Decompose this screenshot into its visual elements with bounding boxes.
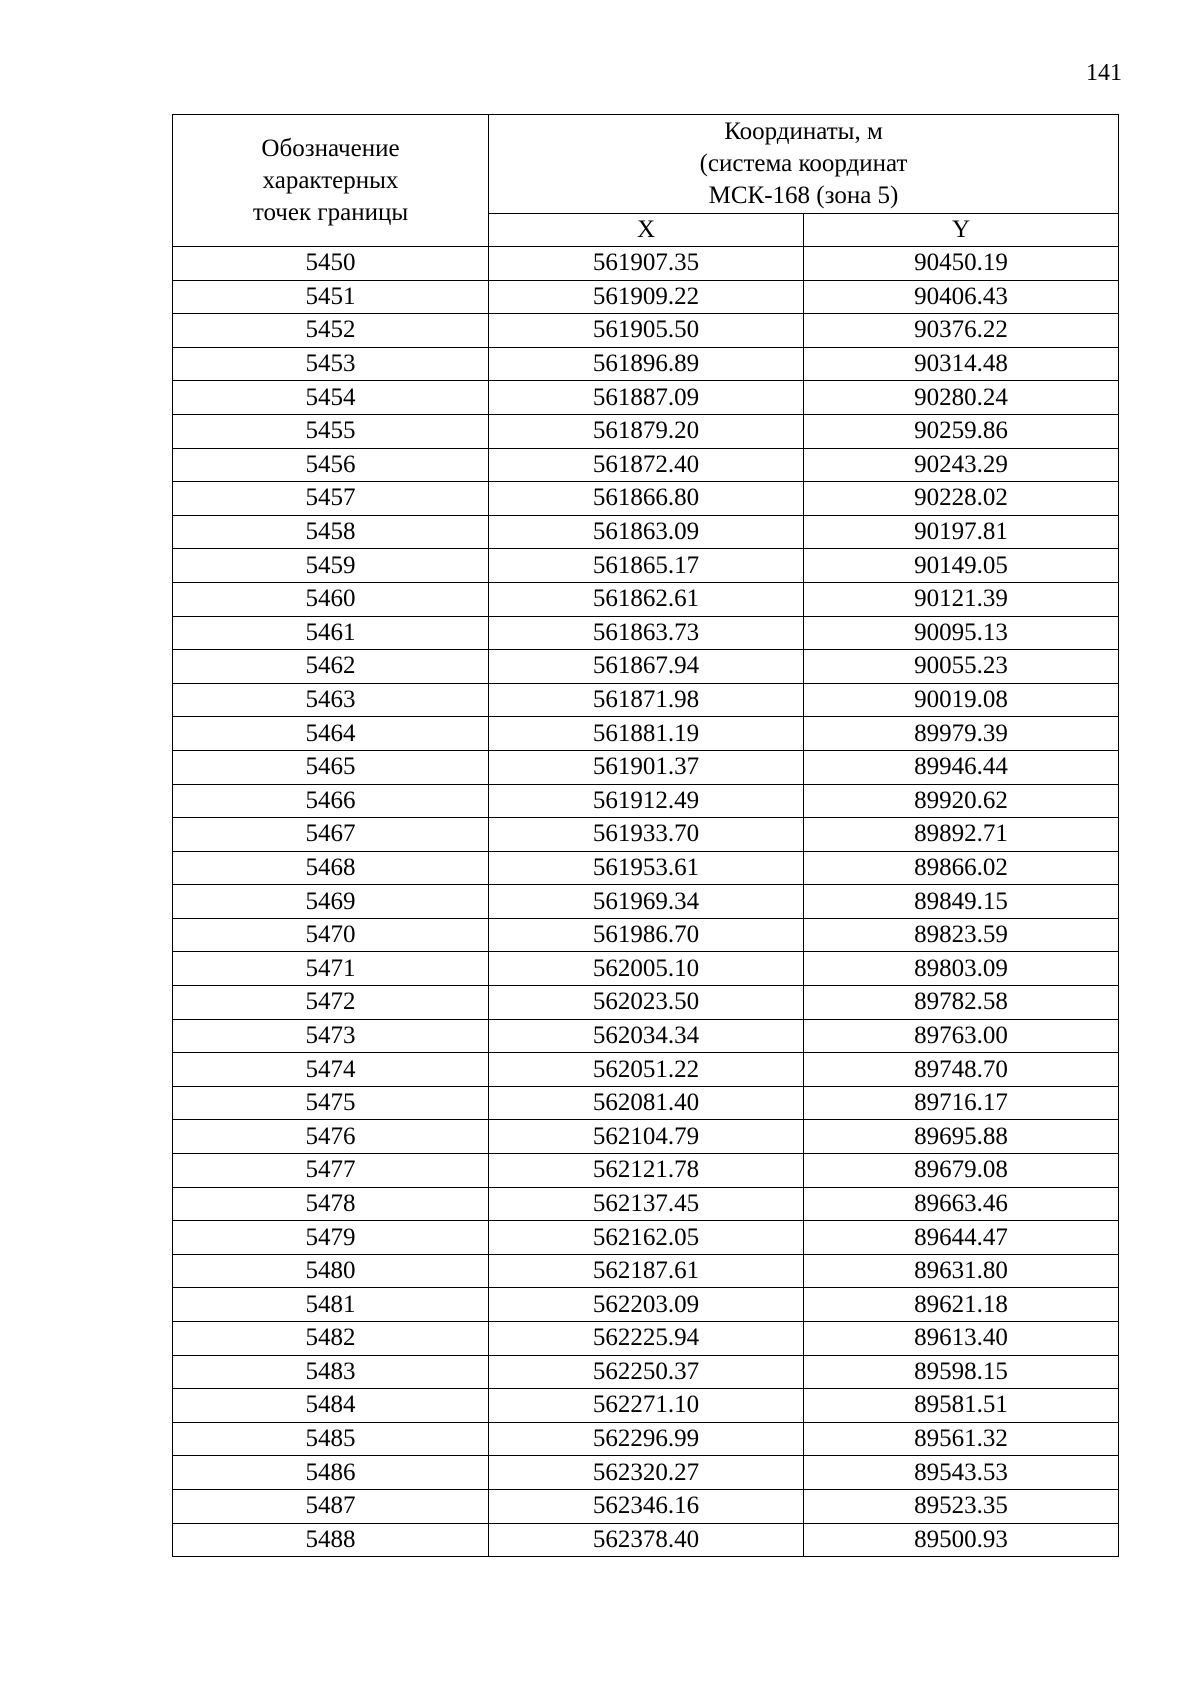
table-row <box>173 650 1119 684</box>
y-coordinate-cell: 90121.39 <box>804 582 1119 616</box>
table-row <box>173 952 1119 986</box>
point-id-cell: 5459 <box>173 549 489 583</box>
x-coordinate-cell: 561887.09 <box>489 381 804 415</box>
y-coordinate-cell: 89644.47 <box>804 1221 1119 1255</box>
table-row <box>173 1355 1119 1389</box>
x-coordinate-cell: 561879.20 <box>489 414 804 448</box>
y-coordinate-cell: 89782.58 <box>804 986 1119 1020</box>
y-coordinate-cell: 90228.02 <box>804 482 1119 516</box>
point-id-cell: 5465 <box>173 750 489 784</box>
table-row <box>173 1322 1119 1356</box>
table-row <box>173 885 1119 919</box>
table-row <box>173 549 1119 583</box>
x-coordinate-cell: 562034.34 <box>489 1019 804 1053</box>
x-coordinate-cell: 561909.22 <box>489 280 804 314</box>
x-coordinate-cell: 562346.16 <box>489 1489 804 1523</box>
x-coordinate-cell: 561863.09 <box>489 515 804 549</box>
x-coordinate-cell: 562104.79 <box>489 1120 804 1154</box>
x-coordinate-cell: 562203.09 <box>489 1288 804 1322</box>
table-row <box>173 1187 1119 1221</box>
point-id-cell: 5473 <box>173 1019 489 1053</box>
point-id-cell: 5471 <box>173 952 489 986</box>
y-coordinate-cell: 89663.46 <box>804 1187 1119 1221</box>
y-coordinate-cell: 90280.24 <box>804 381 1119 415</box>
point-id-cell: 5475 <box>173 1086 489 1120</box>
point-id-cell: 5487 <box>173 1489 489 1523</box>
x-coordinate-cell: 562271.10 <box>489 1389 804 1423</box>
x-column-header: X <box>489 214 804 247</box>
table-row <box>173 1288 1119 1322</box>
point-id-cell: 5470 <box>173 918 489 952</box>
y-coordinate-cell: 89631.80 <box>804 1254 1119 1288</box>
x-coordinate-cell: 561953.61 <box>489 851 804 885</box>
y-coordinate-cell: 90243.29 <box>804 448 1119 482</box>
table-row <box>173 616 1119 650</box>
table-row <box>173 515 1119 549</box>
table-row <box>173 414 1119 448</box>
y-coordinate-cell: 90376.22 <box>804 314 1119 348</box>
y-coordinate-cell: 89561.32 <box>804 1422 1119 1456</box>
point-id-cell: 5458 <box>173 515 489 549</box>
x-coordinate-cell: 561866.80 <box>489 482 804 516</box>
x-coordinate-cell: 562051.22 <box>489 1053 804 1087</box>
y-coordinate-cell: 89803.09 <box>804 952 1119 986</box>
table-row <box>173 314 1119 348</box>
point-id-cell: 5452 <box>173 314 489 348</box>
x-coordinate-cell: 561901.37 <box>489 750 804 784</box>
y-coordinate-cell: 89500.93 <box>804 1523 1119 1557</box>
table-row <box>173 247 1119 281</box>
point-id-cell: 5481 <box>173 1288 489 1322</box>
point-designation-header-line-2: характерных <box>262 166 399 194</box>
x-coordinate-cell: 562296.99 <box>489 1422 804 1456</box>
x-coordinate-cell: 561912.49 <box>489 784 804 818</box>
point-designation-header-line-1: Обозначение <box>261 134 400 162</box>
y-coordinate-cell: 89621.18 <box>804 1288 1119 1322</box>
table-row <box>173 1389 1119 1423</box>
point-id-cell: 5466 <box>173 784 489 818</box>
table-row <box>173 482 1119 516</box>
table-row <box>173 347 1119 381</box>
y-coordinate-cell: 89695.88 <box>804 1120 1119 1154</box>
y-coordinate-cell: 89763.00 <box>804 1019 1119 1053</box>
point-id-cell: 5457 <box>173 482 489 516</box>
x-coordinate-cell: 561969.34 <box>489 885 804 919</box>
y-coordinate-cell: 89920.62 <box>804 784 1119 818</box>
y-coordinate-cell: 90149.05 <box>804 549 1119 583</box>
x-coordinate-cell: 562137.45 <box>489 1187 804 1221</box>
table-row <box>173 381 1119 415</box>
y-coordinate-cell: 89679.08 <box>804 1154 1119 1188</box>
table-row <box>173 448 1119 482</box>
x-coordinate-cell: 561905.50 <box>489 314 804 348</box>
x-coordinate-cell: 562005.10 <box>489 952 804 986</box>
x-coordinate-cell: 561933.70 <box>489 818 804 852</box>
point-id-cell: 5461 <box>173 616 489 650</box>
y-coordinate-cell: 90019.08 <box>804 683 1119 717</box>
point-id-cell: 5467 <box>173 818 489 852</box>
table-row <box>173 851 1119 885</box>
point-id-cell: 5450 <box>173 247 489 281</box>
table-row <box>173 750 1119 784</box>
x-coordinate-cell: 561881.19 <box>489 717 804 751</box>
x-coordinate-cell: 562320.27 <box>489 1456 804 1490</box>
y-coordinate-cell: 89716.17 <box>804 1086 1119 1120</box>
table-row <box>173 1221 1119 1255</box>
x-coordinate-cell: 562162.05 <box>489 1221 804 1255</box>
y-coordinate-cell: 89849.15 <box>804 885 1119 919</box>
x-coordinate-cell: 562121.78 <box>489 1154 804 1188</box>
point-designation-header-line-3: точек границы <box>252 198 409 226</box>
table-row <box>173 1120 1119 1154</box>
point-id-cell: 5484 <box>173 1389 489 1423</box>
point-id-cell: 5463 <box>173 683 489 717</box>
y-coordinate-cell: 90197.81 <box>804 515 1119 549</box>
point-id-cell: 5477 <box>173 1154 489 1188</box>
table-row <box>173 918 1119 952</box>
point-id-cell: 5486 <box>173 1456 489 1490</box>
x-coordinate-cell: 561862.61 <box>489 582 804 616</box>
x-coordinate-cell: 562225.94 <box>489 1322 804 1356</box>
point-designation-header <box>173 115 489 247</box>
x-coordinate-cell: 562378.40 <box>489 1523 804 1557</box>
table-row <box>173 280 1119 314</box>
point-id-cell: 5451 <box>173 280 489 314</box>
y-coordinate-cell: 90450.19 <box>804 247 1119 281</box>
x-coordinate-cell: 562250.37 <box>489 1355 804 1389</box>
coordinates-header-line-1: Координаты, м <box>724 118 883 145</box>
table-row <box>173 582 1119 616</box>
point-id-cell: 5488 <box>173 1523 489 1557</box>
table-row <box>173 1086 1119 1120</box>
y-coordinate-cell: 89543.53 <box>804 1456 1119 1490</box>
point-id-cell: 5476 <box>173 1120 489 1154</box>
x-coordinate-cell: 561863.73 <box>489 616 804 650</box>
y-column-header: Y <box>804 214 1119 247</box>
point-id-cell: 5474 <box>173 1053 489 1087</box>
y-coordinate-cell: 89892.71 <box>804 818 1119 852</box>
table-row <box>173 1154 1119 1188</box>
table-row <box>173 717 1119 751</box>
table-row <box>173 1422 1119 1456</box>
table-row <box>173 1254 1119 1288</box>
x-coordinate-cell: 562023.50 <box>489 986 804 1020</box>
x-coordinate-cell: 562081.40 <box>489 1086 804 1120</box>
page-number: 141 <box>1086 60 1122 86</box>
point-id-cell: 5472 <box>173 986 489 1020</box>
y-coordinate-cell: 90259.86 <box>804 414 1119 448</box>
y-coordinate-cell: 90095.13 <box>804 616 1119 650</box>
x-coordinate-cell: 561867.94 <box>489 650 804 684</box>
x-coordinate-cell: 561865.17 <box>489 549 804 583</box>
point-id-cell: 5479 <box>173 1221 489 1255</box>
x-coordinate-cell: 561896.89 <box>489 347 804 381</box>
y-coordinate-cell: 90406.43 <box>804 280 1119 314</box>
y-coordinate-cell: 90055.23 <box>804 650 1119 684</box>
y-coordinate-cell: 89748.70 <box>804 1053 1119 1087</box>
y-coordinate-cell: 89979.39 <box>804 717 1119 751</box>
y-coordinate-cell: 89523.35 <box>804 1489 1119 1523</box>
point-id-cell: 5478 <box>173 1187 489 1221</box>
point-id-cell: 5485 <box>173 1422 489 1456</box>
point-id-cell: 5462 <box>173 650 489 684</box>
coordinates-header-line-2: (система координат <box>699 150 908 177</box>
coordinates-group-header <box>489 115 1119 214</box>
point-id-cell: 5453 <box>173 347 489 381</box>
point-id-cell: 5468 <box>173 851 489 885</box>
point-id-cell: 5480 <box>173 1254 489 1288</box>
point-id-cell: 5460 <box>173 582 489 616</box>
x-coordinate-cell: 561871.98 <box>489 683 804 717</box>
y-coordinate-cell: 89581.51 <box>804 1389 1119 1423</box>
table-row <box>173 1523 1119 1557</box>
x-coordinate-cell: 561986.70 <box>489 918 804 952</box>
x-coordinate-cell: 562187.61 <box>489 1254 804 1288</box>
point-id-cell: 5454 <box>173 381 489 415</box>
point-id-cell: 5469 <box>173 885 489 919</box>
point-id-cell: 5464 <box>173 717 489 751</box>
table-row <box>173 1456 1119 1490</box>
point-id-cell: 5482 <box>173 1322 489 1356</box>
table-body <box>173 247 1119 1557</box>
table-row <box>173 683 1119 717</box>
table-row <box>173 784 1119 818</box>
y-coordinate-cell: 90314.48 <box>804 347 1119 381</box>
table-row <box>173 1489 1119 1523</box>
table-header <box>173 115 1119 247</box>
y-coordinate-cell: 89598.15 <box>804 1355 1119 1389</box>
point-id-cell: 5455 <box>173 414 489 448</box>
x-coordinate-cell: 561872.40 <box>489 448 804 482</box>
table-row <box>173 986 1119 1020</box>
y-coordinate-cell: 89946.44 <box>804 750 1119 784</box>
y-coordinate-cell: 89823.59 <box>804 918 1119 952</box>
y-coordinate-cell: 89613.40 <box>804 1322 1119 1356</box>
point-id-cell: 5483 <box>173 1355 489 1389</box>
table-row <box>173 818 1119 852</box>
table-row <box>173 1019 1119 1053</box>
coordinates-header-line-3: МСК-168 (зона 5) <box>708 182 899 209</box>
point-id-cell: 5456 <box>173 448 489 482</box>
table-row <box>173 1053 1119 1087</box>
y-coordinate-cell: 89866.02 <box>804 851 1119 885</box>
coordinates-table <box>172 114 1119 1557</box>
x-coordinate-cell: 561907.35 <box>489 247 804 281</box>
